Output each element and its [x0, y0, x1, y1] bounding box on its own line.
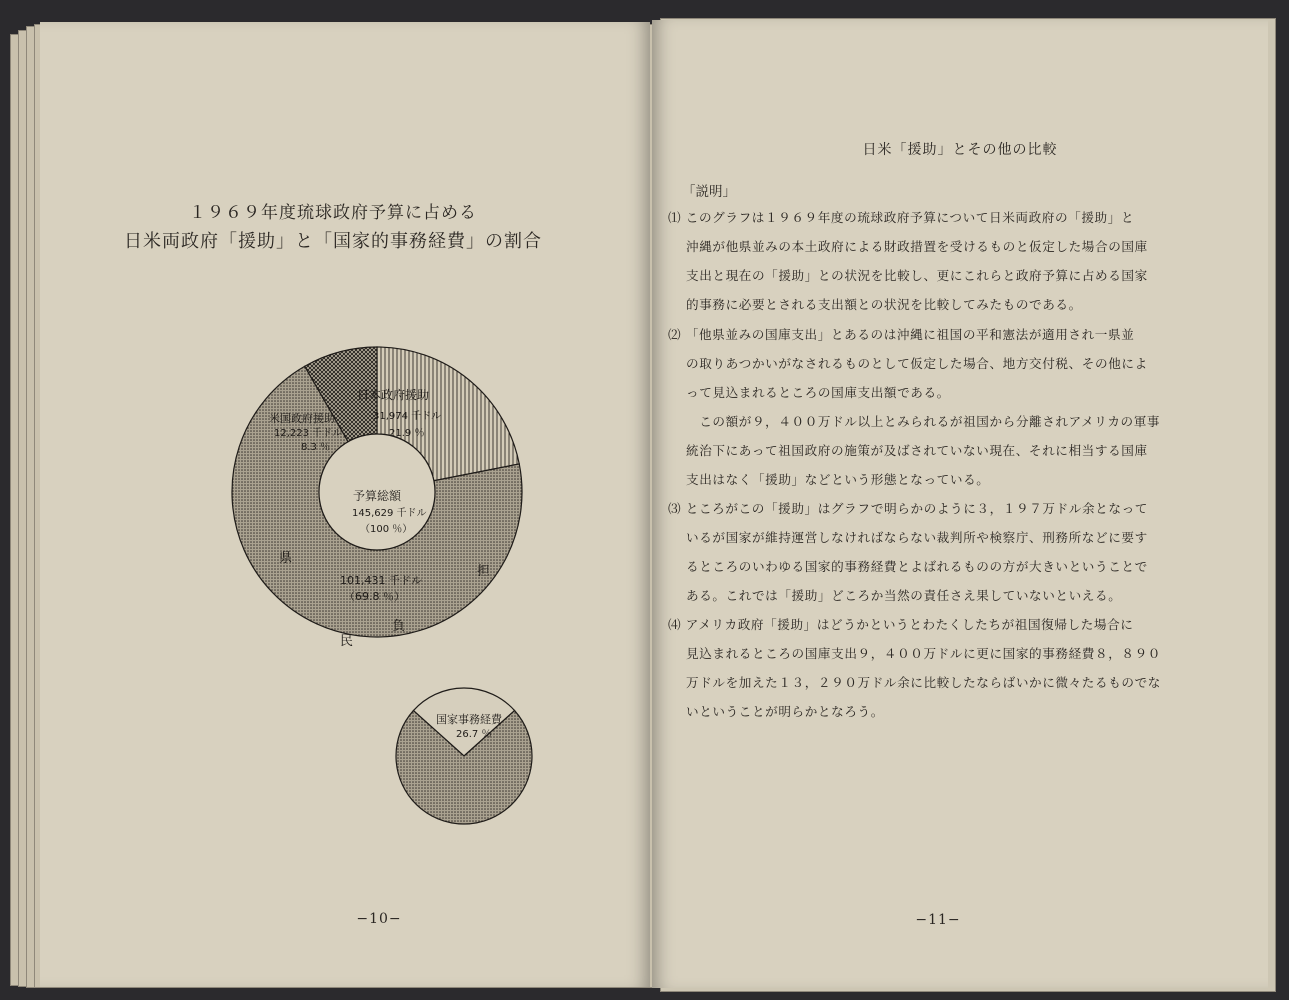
slice-value-us: 12,223 千ドル — [274, 428, 343, 439]
slice-label-japan: 日本政府援助 — [357, 388, 430, 402]
left-page — [40, 22, 650, 987]
small-slice-percent: 26.7 ％ — [456, 729, 492, 740]
text-line: って見込まれるところの国庫支出額である。 — [686, 385, 950, 400]
center-label-value: 145,629 千ドル — [352, 508, 427, 519]
text-line: 支出はなく「援助」などという形態となっている。 — [686, 472, 990, 487]
national-expense-pie-chart — [396, 688, 532, 824]
slice-value-japan: 31,974 千ドル — [373, 411, 442, 422]
text-line: 的事務に必要とされる支出額との状況を比較してみたものである。 — [686, 297, 1082, 312]
text-line: 万ドルを加えた１３，２９０万ドル余に比較したならばいかに微々たるものでな — [686, 675, 1161, 690]
text-line: ⑷ アメリカ政府「援助」はどうかというとわたくしたちが祖国復帰した場合に — [668, 617, 1134, 632]
text-line: るところのいわゆる国家的事務経費とよばれるものの方が大きいということで — [686, 559, 1148, 574]
slice-char-4: 担 — [477, 564, 491, 579]
slice-char-3: 負 — [392, 619, 406, 634]
slice-percent-us: 8.3 ％ — [301, 442, 331, 453]
page-heading: 日米「援助」とその他の比較 — [862, 142, 1058, 158]
text-line: 見込まれるところの国庫支出９，４００万ドルに更に国家的事務経費８，８９０ — [686, 646, 1161, 661]
text-line: の取りあつかいがなされるものとして仮定した場合、地方交付税、その他によ — [686, 356, 1148, 371]
section-label: 「説明」 — [682, 184, 736, 200]
text-line: 統治下にあって祖国政府の施策が及ばされていない現在、それに相当する国庫 — [686, 443, 1148, 458]
page-number-right: −11− — [915, 912, 961, 928]
chart-title-line2: 日米両政府「援助」と「国家的事務経費」の割合 — [124, 231, 542, 252]
right-page — [652, 20, 1268, 988]
text-line: ある。これでは「援助」どころか当然の責任さえ果していないといえる。 — [686, 588, 1122, 603]
pie-charts — [40, 22, 650, 987]
text-line: いるが国家が維持運営しなければならない裁判所や検察庁、刑務所などに要す — [686, 530, 1148, 545]
text-line: この額が９，４００万ドル以上とみられるが祖国から分離されアメリカの軍事 — [686, 414, 1161, 429]
slice-char-1: 県 — [279, 551, 293, 566]
slice-percent-prefecture: （69.8 ％） — [344, 590, 405, 603]
text-line: いということが明らかとなろう。 — [686, 704, 884, 719]
slice-value-prefecture: 101,431 千ドル — [340, 574, 422, 587]
slice-char-2: 民 — [340, 634, 354, 649]
center-label-percent: （100 ％） — [360, 524, 413, 535]
center-label-name: 予算総額 — [353, 489, 402, 503]
slice-percent-japan: 21.9 ％ — [389, 428, 425, 439]
slice-label-us: 米国政府援助 — [269, 412, 335, 425]
text-line: 支出と現在の「援助」との状況を比較し、更にこれらと政府予算に占める国家 — [686, 268, 1148, 283]
text-line: ⑵ 「他県並みの国庫支出」とあるのは沖縄に祖国の平和憲法が適用され一県並 — [668, 327, 1135, 342]
text-line: ⑶ ところがこの「援助」はグラフで明らかのように３，１９７万ドル余となって — [668, 501, 1148, 516]
small-slice-label: 国家事務経費 — [436, 713, 502, 726]
chart-title-line1: １９６９年度琉球政府予算に占める — [189, 203, 477, 223]
text-line: ⑴ このグラフは１９６９年度の琉球政府予算について日米両政府の「援助」と — [668, 210, 1135, 225]
text-line: 沖縄が他県並みの本土政府による財政措置を受けるものと仮定した場合の国庫 — [686, 239, 1148, 254]
page-number-left: −10− — [356, 911, 402, 927]
